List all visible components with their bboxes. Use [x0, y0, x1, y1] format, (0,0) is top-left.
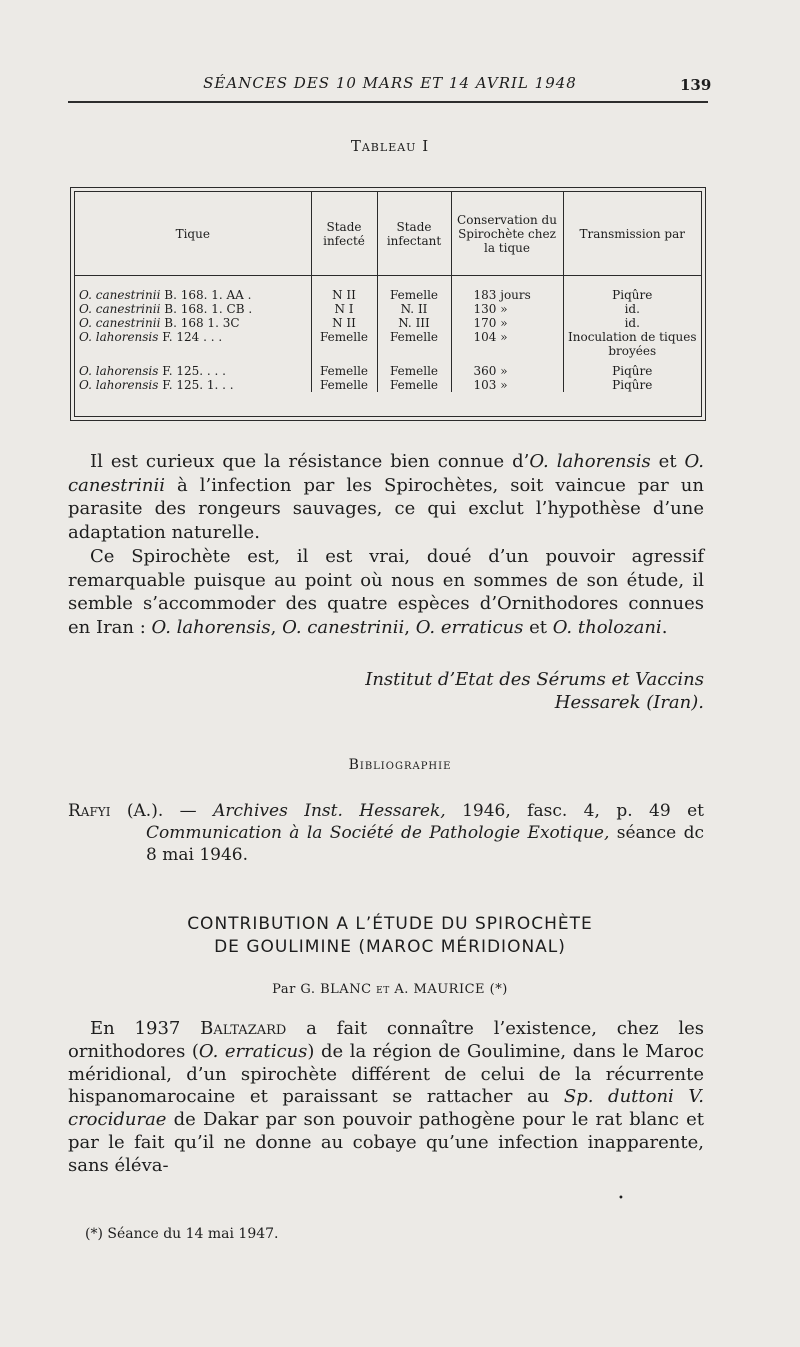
table-row [75, 316, 701, 330]
cell-tique: O. lahorensis F. 125. 1. . . [75, 378, 311, 392]
cell-conservation: 103 » [451, 378, 563, 392]
cell-stade-infectant: Femelle [377, 276, 451, 303]
cell-transmission: Piqûre [612, 288, 653, 302]
cell-tique: O. canestrinii B. 168. 1. CB . [75, 302, 311, 316]
cell-stade-infecte: N I [311, 302, 377, 316]
column-header: Conservation du Spirochète chez la tique [451, 192, 563, 276]
cell-conservation: 130 » [451, 302, 563, 316]
cell-stade-infectant: N. II [377, 302, 451, 316]
cell-transmission: Piqûre [612, 364, 653, 378]
table-title: Tableau I [350, 137, 430, 155]
cell-transmission: Piqûre [612, 378, 653, 392]
paragraph-spirochete: Ce Spirochète est, il est vrai, doué d’un pouvoir agressif remarquable puisque au point où nous en sommes de son étude, il semble s’accommoder des quatre espèces d’Ornithodores connues en Iran : O. lahorensis, O. canestrinii, O. erraticus et O. tholozani. [68, 546, 704, 638]
cell-conservation: 360 » [451, 358, 563, 378]
bibliography-title: Bibliographie [348, 757, 452, 773]
table-header-row [75, 192, 701, 276]
cell-stade-infectant: Femelle [377, 378, 451, 392]
cell-stade-infectant: N. III [377, 316, 451, 330]
column-header: Transmission par [563, 192, 701, 276]
ink-dot: • [618, 1193, 624, 1204]
article-title-line: DE GOULIMINE (MAROC MÉRIDIONAL) [214, 937, 566, 957]
cell-stade-infectant: Femelle [377, 330, 451, 358]
paragraph-resistance: Il est curieux que la résistance bien connue d’O. lahorensis et O. canestrinii à l’infection par les Spirochètes, soit vaincue par un parasite des rongeurs sauvages, ce qui exclut l’hypothèse d’une adaptation naturelle. [68, 451, 704, 543]
table-row [75, 378, 701, 392]
table-inner-frame [74, 191, 702, 417]
cell-stade-infecte: Femelle [311, 378, 377, 392]
cell-transmission: id. [624, 316, 640, 330]
cell-tique: O. lahorensis F. 125. . . . [75, 358, 311, 378]
page-number: 139 [680, 76, 712, 94]
table-frame [70, 187, 706, 421]
cell-stade-infecte: N II [311, 316, 377, 330]
table-row [75, 276, 701, 303]
cell-stade-infecte: N II [311, 276, 377, 303]
cell-transmission: id. [624, 302, 640, 316]
column-header: Stade infecté [311, 192, 377, 276]
article-title [100, 913, 680, 959]
cell-tique: O. canestrinii B. 168 1. 3C [75, 316, 311, 330]
cell-tique: O. lahorensis F. 124 . . . [75, 330, 311, 358]
ticks-table [75, 192, 701, 392]
cell-conservation: 104 » [451, 330, 563, 358]
column-header: Tique [75, 192, 311, 276]
table-row [75, 330, 701, 358]
cell-stade-infectant: Femelle [377, 358, 451, 378]
cell-tique: O. canestrinii B. 168. 1. AA . [75, 276, 311, 303]
cell-stade-infecte: Femelle [311, 330, 377, 358]
table-row [75, 358, 701, 378]
article-byline: Par G. BLANC et A. MAURICE (*) [272, 982, 508, 997]
cell-conservation: 170 » [451, 316, 563, 330]
table-row [75, 302, 701, 316]
bibliography-entry: Rafyi (A.). — Archives Inst. Hessarek, 1946, fasc. 4, p. 49 et Communication à la Société de Pathologie Exotique, séance dc 8 mai 1946. [68, 801, 704, 865]
cell-conservation: 183 jours [451, 276, 563, 303]
header-rule [68, 101, 708, 103]
footnote: (*) Séance du 14 mai 1947. [85, 1226, 279, 1242]
institution-line: Institut d’Etat des Sérums et Vaccins [365, 669, 704, 690]
cell-transmission: Inoculation de tiques broyées [568, 330, 697, 358]
article-title-line: CONTRIBUTION A L’ÉTUDE DU SPIROCHÈTE [187, 914, 593, 934]
running-header: SÉANCES DES 10 MARS ET 14 AVRIL 1948 [203, 74, 577, 92]
cell-stade-infecte: Femelle [311, 358, 377, 378]
institution-signature [68, 668, 704, 714]
article-paragraph: En 1937 Baltazard a fait connaître l’existence, chez les ornithodores (O. erraticus) de la région de Goulimine, dans le Maroc méridional, d’un spirochète différent de celui de la récurrente hispanomarocaine et paraissant se rattacher au Sp. duttoni V. crocidurae de Dakar par son pouvoir pathogène pour le rat blanc et par le fait qu’il ne donne au cobaye qu’une infection inapparente, sans éléva- [68, 1018, 705, 1176]
institution-line: Hessarek (Iran). [554, 692, 704, 713]
column-header: Stade infectant [377, 192, 451, 276]
